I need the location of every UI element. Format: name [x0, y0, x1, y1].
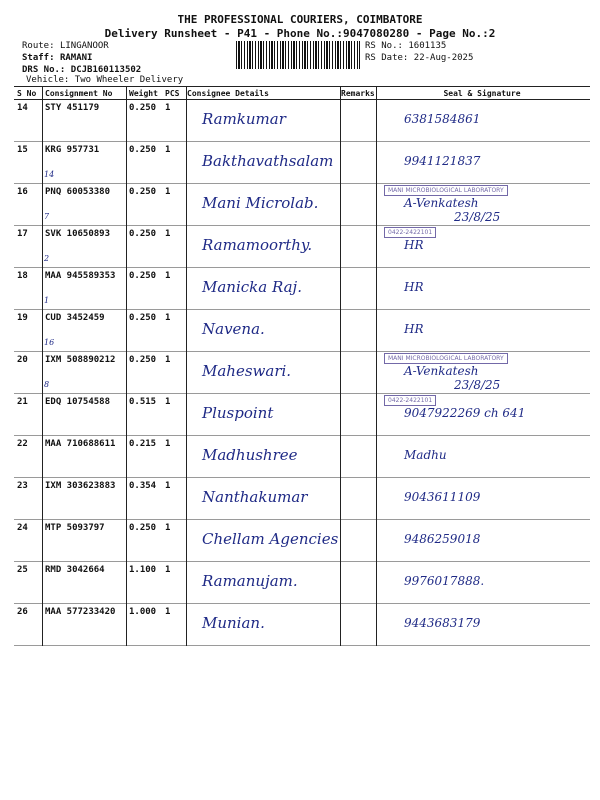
- table-row: [14, 352, 590, 394]
- col-divider: [42, 86, 43, 646]
- table-row: [14, 394, 590, 436]
- consignment-cell: MAA 577233420: [42, 604, 126, 646]
- signature-cell: [374, 268, 590, 310]
- weight-cell: 0.515: [126, 394, 162, 436]
- remarks-cell: [338, 142, 374, 184]
- rs-date-value: 22-Aug-2025: [413, 53, 474, 63]
- signature-cell: [374, 436, 590, 478]
- table-row: [14, 436, 590, 478]
- runsheet-table: [14, 86, 590, 646]
- consignment-cell: EDQ 10754588: [42, 394, 126, 436]
- seal-stamp: MANI MICROBIOLOGICAL LABORATORY: [384, 185, 508, 196]
- handwritten-note: 14: [44, 170, 55, 179]
- barcode: [236, 41, 360, 69]
- remarks-cell: [338, 478, 374, 520]
- sno-cell: 22: [14, 436, 42, 478]
- route-value: LINGANOOR: [59, 41, 109, 51]
- runsheet-subtitle: Delivery Runsheet - P41 - Phone No.:9047080280 - Page No.:2: [104, 27, 496, 40]
- signature-cell: [374, 310, 590, 352]
- pcs-cell: 1: [162, 268, 184, 310]
- consignee-cell: [184, 310, 338, 352]
- table-row: [14, 478, 590, 520]
- signature-handwriting: 9043611109: [404, 490, 481, 504]
- table-row: [14, 520, 590, 562]
- consignee-handwriting: Chellam Agencies: [202, 530, 339, 548]
- signature-cell: [374, 478, 590, 520]
- weight-cell: 0.250: [126, 100, 162, 142]
- sno-cell: 23: [14, 478, 42, 520]
- signature-cell: [374, 352, 590, 394]
- consignee-cell: [184, 100, 338, 142]
- sno-cell: 19: [14, 310, 42, 352]
- signature-handwriting: HR: [404, 280, 424, 294]
- sno-cell: 25: [14, 562, 42, 604]
- consignee-cell: [184, 436, 338, 478]
- pcs-cell: 1: [162, 436, 184, 478]
- weight-cell: 0.250: [126, 226, 162, 268]
- consignee-handwriting: Maheswari.: [202, 362, 292, 380]
- handwritten-note: 2: [44, 254, 50, 263]
- consignee-handwriting: Ramamoorthy.: [202, 236, 313, 254]
- weight-cell: 0.250: [126, 310, 162, 352]
- staff-value: RAMANI: [59, 53, 93, 63]
- signature-cell: [374, 184, 590, 226]
- col-consignment: Consignment No: [42, 87, 126, 100]
- weight-cell: 0.250: [126, 142, 162, 184]
- consignment-cell: RMD 3042664: [42, 562, 126, 604]
- col-consignee: Consignee Details: [184, 87, 338, 100]
- consignee-handwriting: Ramkumar: [202, 110, 286, 128]
- signature-handwriting: Madhu: [404, 448, 447, 462]
- consignment-cell: SVK 10650893 2: [42, 226, 126, 268]
- remarks-cell: [338, 310, 374, 352]
- consignee-handwriting: Munian.: [202, 614, 265, 632]
- table-row: [14, 310, 590, 352]
- remarks-cell: [338, 562, 374, 604]
- seal-stamp: MANI MICROBIOLOGICAL LABORATORY: [384, 353, 508, 364]
- weight-cell: 0.250: [126, 352, 162, 394]
- consignee-cell: [184, 604, 338, 646]
- signature-handwriting: A-Venkatesh: [404, 196, 479, 210]
- signature-cell: [374, 562, 590, 604]
- table-row: [14, 226, 590, 268]
- sno-cell: 18: [14, 268, 42, 310]
- consignment-cell: PNQ 60053380 7: [42, 184, 126, 226]
- remarks-cell: [338, 184, 374, 226]
- col-divider: [186, 86, 187, 646]
- table-row: [14, 142, 590, 184]
- stamp-date: 23/8/25: [454, 210, 501, 224]
- col-remarks: Remarks: [338, 87, 374, 100]
- sno-cell: 21: [14, 394, 42, 436]
- pcs-cell: 1: [162, 310, 184, 352]
- signature-cell: [374, 142, 590, 184]
- consignee-handwriting: Ramanujam.: [202, 572, 298, 590]
- consignee-cell: [184, 520, 338, 562]
- remarks-cell: [338, 520, 374, 562]
- remarks-cell: [338, 604, 374, 646]
- pcs-cell: 1: [162, 562, 184, 604]
- weight-cell: 1.000: [126, 604, 162, 646]
- consignee-cell: [184, 142, 338, 184]
- signature-handwriting: 6381584861: [404, 112, 481, 126]
- drs-line: DRS No.: DCJB160113502: [22, 65, 142, 75]
- consignee-cell: [184, 478, 338, 520]
- remarks-cell: [338, 100, 374, 142]
- drs-value: DCJB160113502: [70, 65, 142, 75]
- weight-cell: 0.250: [126, 520, 162, 562]
- consignee-cell: [184, 184, 338, 226]
- sno-cell: 14: [14, 100, 42, 142]
- seal-stamp: 0422-2422101: [384, 227, 436, 238]
- col-divider: [126, 86, 127, 646]
- rs-date-line: RS Date: 22-Aug-2025: [365, 53, 474, 63]
- remarks-cell: [338, 352, 374, 394]
- table-row: [14, 562, 590, 604]
- handwritten-note: 8: [44, 380, 50, 389]
- remarks-cell: [338, 268, 374, 310]
- vehicle-line: Vehicle: Two Wheeler Delivery: [26, 75, 184, 85]
- weight-cell: 0.354: [126, 478, 162, 520]
- table-row: [14, 184, 590, 226]
- consignment-cell: MTP 5093797: [42, 520, 126, 562]
- table-row: [14, 604, 590, 646]
- pcs-cell: 1: [162, 394, 184, 436]
- rs-no-value: 1601135: [408, 41, 447, 51]
- consignee-handwriting: Manicka Raj.: [202, 278, 302, 296]
- consignment-cell: CUD 3452459 16: [42, 310, 126, 352]
- consignment-cell: IXM 508890212 8: [42, 352, 126, 394]
- weight-cell: 0.250: [126, 268, 162, 310]
- vehicle-value: Two Wheeler Delivery: [74, 75, 184, 85]
- consignee-handwriting: Bakthavathsalam: [202, 152, 334, 170]
- handwritten-note: 16: [44, 338, 55, 347]
- pcs-cell: 1: [162, 478, 184, 520]
- pcs-cell: 1: [162, 352, 184, 394]
- sno-cell: 26: [14, 604, 42, 646]
- remarks-cell: [338, 436, 374, 478]
- consignee-cell: [184, 394, 338, 436]
- sno-cell: 17: [14, 226, 42, 268]
- signature-handwriting: 9941121837: [404, 154, 481, 168]
- table-header: [14, 87, 590, 100]
- remarks-cell: [338, 226, 374, 268]
- consignment-cell: MAA 710688611: [42, 436, 126, 478]
- remarks-cell: [338, 394, 374, 436]
- sno-cell: 20: [14, 352, 42, 394]
- signature-handwriting: 9443683179: [404, 616, 481, 630]
- col-pcs: PCS: [162, 87, 184, 100]
- signature-handwriting: 9486259018: [404, 532, 481, 546]
- col-sno: S No: [14, 87, 42, 100]
- signature-handwriting: A-Venkatesh: [404, 364, 479, 378]
- consignee-handwriting: Pluspoint: [202, 404, 274, 422]
- staff-line: Staff: RAMANI: [22, 53, 93, 63]
- weight-cell: 1.100: [126, 562, 162, 604]
- consignment-cell: KRG 957731 14: [42, 142, 126, 184]
- pcs-cell: 1: [162, 604, 184, 646]
- consignee-cell: [184, 226, 338, 268]
- signature-cell: [374, 520, 590, 562]
- handwritten-note: 1: [44, 296, 50, 305]
- signature-cell: [374, 604, 590, 646]
- signature-handwriting: HR: [404, 322, 424, 336]
- sno-cell: 24: [14, 520, 42, 562]
- company-title: THE PROFESSIONAL COURIERS, COIMBATORE: [177, 13, 423, 26]
- consignment-cell: MAA 945589353 1: [42, 268, 126, 310]
- signature-handwriting: 9047922269 ch 641: [404, 406, 526, 420]
- pcs-cell: 1: [162, 142, 184, 184]
- signature-cell: [374, 226, 590, 268]
- consignment-cell: IXM 303623883: [42, 478, 126, 520]
- signature-handwriting: 9976017888.: [404, 574, 485, 588]
- pcs-cell: 1: [162, 184, 184, 226]
- rs-no-line: RS No.: 1601135: [365, 41, 447, 51]
- consignee-handwriting: Navena.: [202, 320, 265, 338]
- table-row: [14, 100, 590, 142]
- col-divider: [340, 86, 341, 646]
- consignment-cell: STY 451179: [42, 100, 126, 142]
- col-signature: Seal & Signature: [374, 87, 590, 100]
- consignee-cell: [184, 352, 338, 394]
- handwritten-note: 7: [44, 212, 50, 221]
- weight-cell: 0.250: [126, 184, 162, 226]
- pcs-cell: 1: [162, 100, 184, 142]
- seal-stamp: 0422-2422101: [384, 395, 436, 406]
- consignee-cell: [184, 562, 338, 604]
- col-weight: Weight: [126, 87, 162, 100]
- consignee-handwriting: Madhushree: [202, 446, 298, 464]
- weight-cell: 0.215: [126, 436, 162, 478]
- route-line: Route: LINGANOOR: [22, 41, 109, 51]
- signature-cell: [374, 100, 590, 142]
- table-row: [14, 268, 590, 310]
- pcs-cell: 1: [162, 520, 184, 562]
- signature-handwriting: HR: [404, 238, 424, 252]
- consignee-cell: [184, 268, 338, 310]
- col-divider: [376, 86, 377, 646]
- stamp-date: 23/8/25: [454, 378, 501, 392]
- sno-cell: 15: [14, 142, 42, 184]
- signature-cell: [374, 394, 590, 436]
- sno-cell: 16: [14, 184, 42, 226]
- consignee-handwriting: Mani Microlab.: [202, 194, 319, 212]
- consignee-handwriting: Nanthakumar: [202, 488, 308, 506]
- pcs-cell: 1: [162, 226, 184, 268]
